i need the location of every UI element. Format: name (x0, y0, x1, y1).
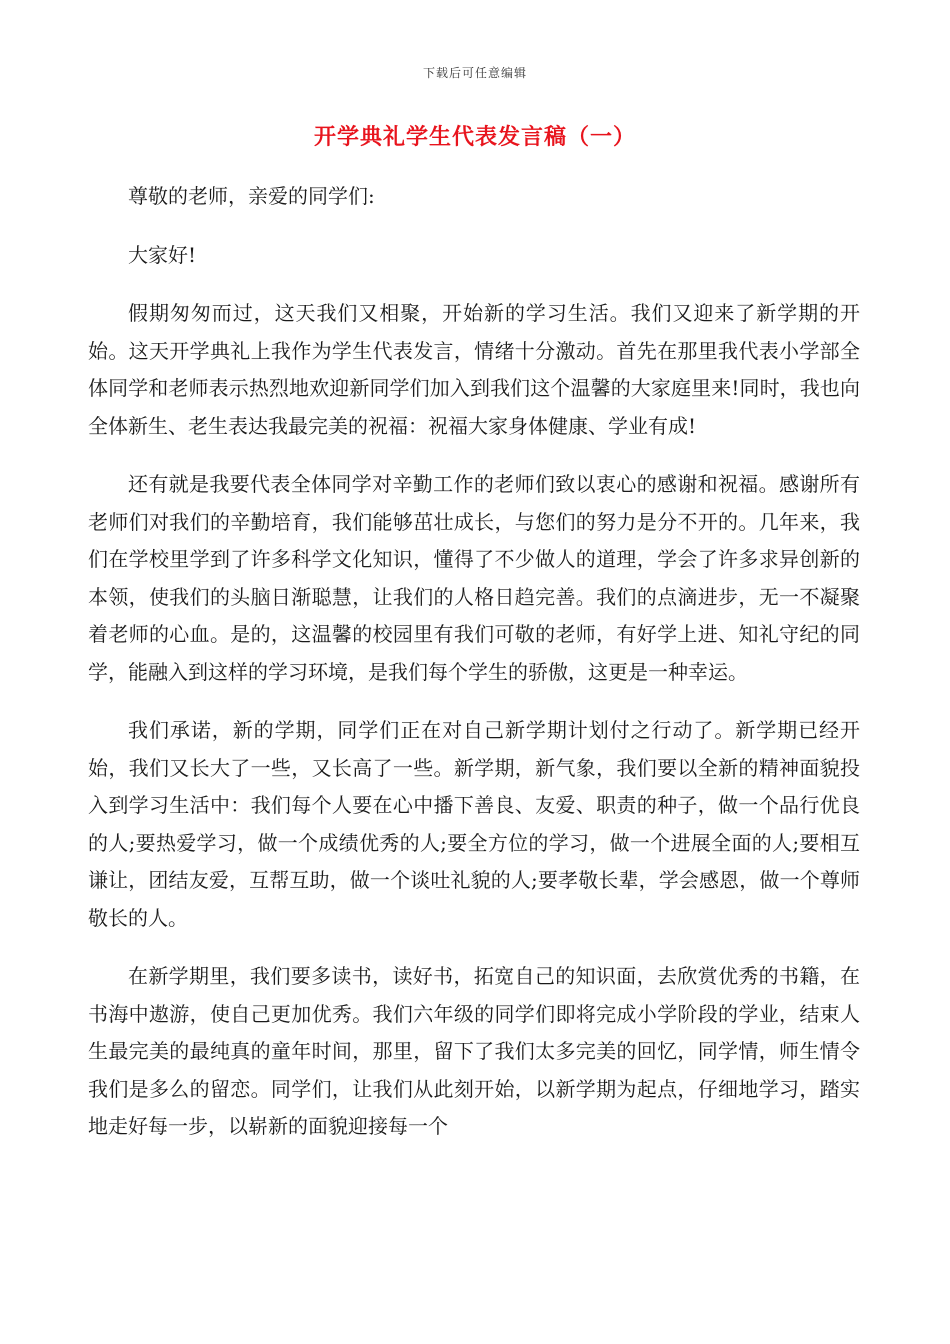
header-note: 下载后可任意编辑 (422, 66, 527, 80)
body-paragraph: 在新学期里，我们要多读书，读好书，拓宽自己的知识面，去欣赏优秀的书籍，在书海中遨游，使自己更加优秀。我们六年级的同学们即将完成小学阶段的学业，结束人生最完美的最纯真的童年时间，那里，留下了我们太多完美的回忆，同学情，师生情令我们是多么的留恋。同学们，让我们从此刻开始，以新学期为起点，仔细地学习，踏实地走好每一步，以崭新的面貌迎接每一个 (88, 964, 860, 1138)
body-paragraph: 假期匆匆而过，这天我们又相聚，开始新的学习生活。我们又迎来了新学期的开始。这天开学典礼上我作为学生代表发言，情绪十分激动。首先在那里我代表小学部全体同学和老师表示热烈地欢迎新同学们加入到我们这个温馨的大家庭里来!同时，我也向全体新生、老生表达我最完美的祝福：祝福大家身体健康、学业有成! (88, 301, 860, 438)
document-body (88, 178, 860, 1167)
document-title: 开学典礼学生代表发言稿（一） (313, 124, 636, 150)
salutation: 尊敬的老师，亲爱的同学们: (128, 184, 375, 208)
body-paragraph: 还有就是我要代表全体同学对辛勤工作的老师们致以衷心的感谢和祝福。感谢所有老师们对我们的辛勤培育，我们能够茁壮成长，与您们的努力是分不开的。几年来，我们在学校里学到了许多科学文化知识，懂得了不少做人的道理，学会了许多求异创新的本领，使我们的头脑日渐聪慧，让我们的人格日趋完善。我们的点滴进步，无一不凝聚着老师的心血。是的，这温馨的校园里有我们可敬的老师，有好学上进、知礼守纪的同学，能融入到这样的学习环境，是我们每个学生的骄傲，这更是一种幸运。 (88, 472, 860, 684)
body-paragraph: 我们承诺，新的学期，同学们正在对自己新学期计划付之行动了。新学期已经开始，我们又长大了一些，又长高了一些。新学期，新气象，我们要以全新的精神面貌投入到学习生活中：我们每个人要在心中播下善良、友爱、职责的种子，做一个品行优良的人;要热爱学习，做一个成绩优秀的人;要全方位的学习，做一个进展全面的人;要相互谦让，团结友爱，互帮互助，做一个谈吐礼貌的人;要孝敬长辈，学会感恩，做一个尊师敬长的人。 (88, 718, 860, 930)
greeting: 大家好! (128, 242, 197, 267)
